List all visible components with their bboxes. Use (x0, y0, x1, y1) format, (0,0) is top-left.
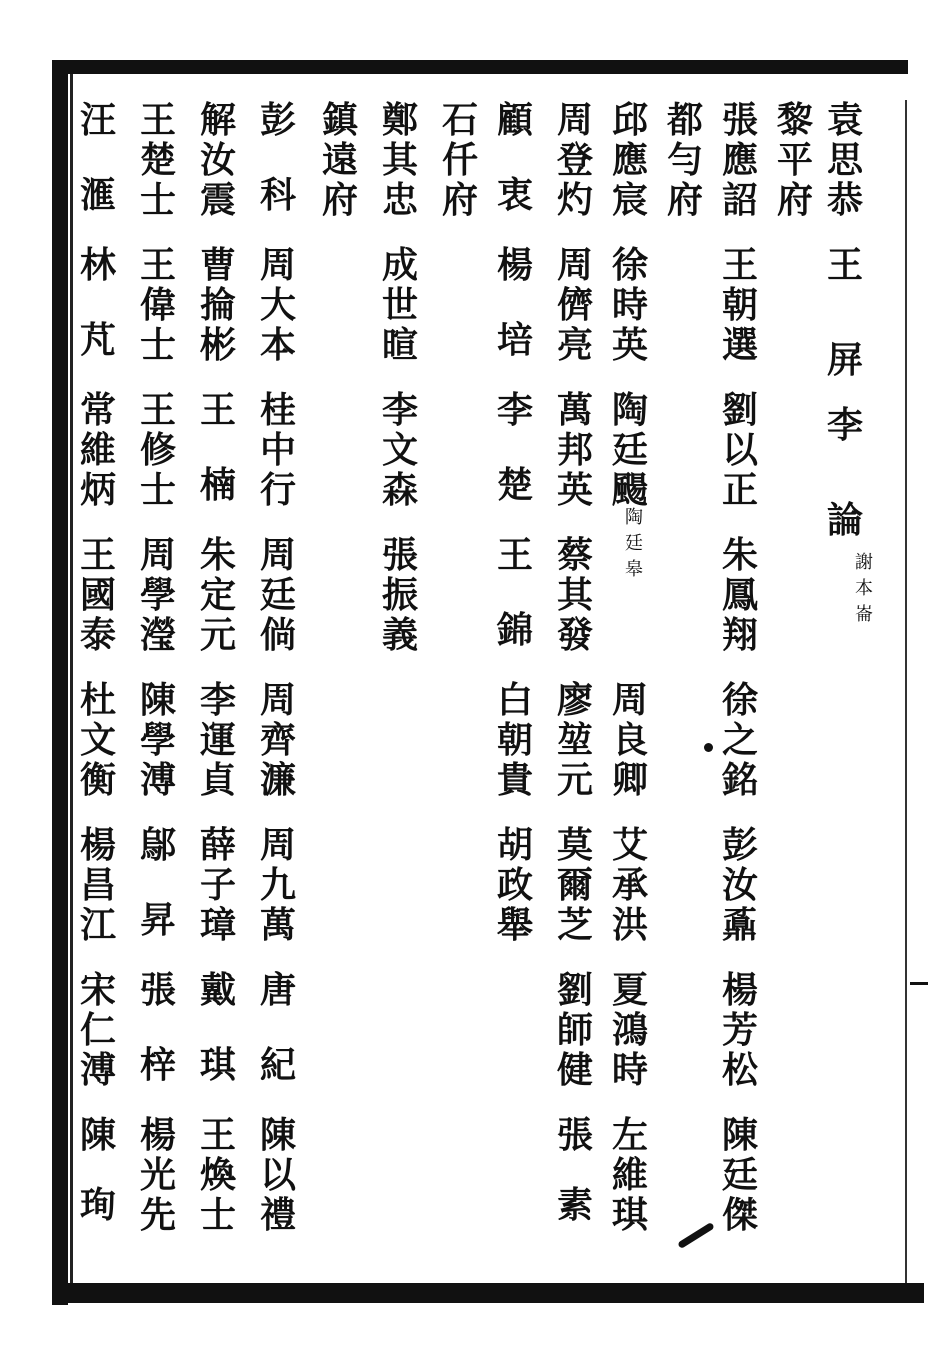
name-entry: 王 國 泰 (79, 534, 116, 656)
name-entry: 鄭 其 忠 (381, 99, 418, 221)
name-entry: 汪 (79, 99, 116, 141)
name-entry: 論 (826, 499, 863, 541)
name-entry: 白 朝 貴 (496, 679, 533, 801)
name-entry: 王 煥 士 (199, 1114, 236, 1236)
name-entry: 張 應 詔 (721, 99, 758, 221)
name-entry: 滙 (79, 174, 116, 216)
page-border-bottom (52, 1283, 924, 1303)
name-entry: 王 偉 士 (139, 244, 176, 366)
name-entry: 陳 以 禮 (259, 1114, 296, 1236)
name-entry: 鄔 (139, 824, 176, 866)
name-entry: 李 文 森 (381, 389, 418, 511)
name-entry: 王 朝 選 (721, 244, 758, 366)
name-entry: 艾 承 洪 (611, 824, 648, 946)
name-entry: 周 學 瀅 (139, 534, 176, 656)
name-entry: 桂 中 行 (259, 389, 296, 511)
name-entry: 宋 仁 溥 (79, 969, 116, 1091)
name-entry: 周 九 萬 (259, 824, 296, 946)
name-entry: 陳 廷 傑 (721, 1114, 758, 1236)
name-entry: 王 修 士 (139, 389, 176, 511)
annotation-note: 陶 廷 皋 (625, 507, 643, 580)
name-entry: 陳 (79, 1114, 116, 1156)
name-entry: 楊 (496, 244, 533, 286)
page-border-left (52, 60, 68, 1305)
name-entry: 李 運 貞 (199, 679, 236, 801)
name-entry: 錦 (496, 609, 533, 651)
name-entry: 黎 平 府 (776, 99, 813, 221)
name-entry: 鎮 遠 府 (321, 99, 358, 221)
name-entry: 徐 之 銘 (721, 679, 758, 801)
ink-stroke-mark (677, 1222, 715, 1249)
name-entry: 徐 時 英 (611, 244, 648, 366)
name-entry: 楊 芳 松 (721, 969, 758, 1091)
name-entry: 芃 (79, 319, 116, 361)
name-entry: 珣 (79, 1184, 116, 1226)
name-entry: 胡 政 舉 (496, 824, 533, 946)
name-entry: 袁 思 恭 (826, 99, 863, 221)
name-entry: 朱 鳳 翔 (721, 534, 758, 656)
name-entry: 蔡 其 發 (556, 534, 593, 656)
name-entry: 周 大 本 (259, 244, 296, 366)
name-entry: 周 齊 濂 (259, 679, 296, 801)
name-entry: 劉 師 健 (556, 969, 593, 1091)
annotation-note: 謝 本 崙 (855, 552, 873, 625)
name-entry: 周 儕 亮 (556, 244, 593, 366)
name-entry: 邱 應 宸 (611, 99, 648, 221)
name-entry: 昇 (139, 899, 176, 941)
name-entry: 王 楚 士 (139, 99, 176, 221)
name-entry: 紀 (259, 1044, 296, 1086)
name-entry: 林 (79, 244, 116, 286)
name-entry: 萬 邦 英 (556, 389, 593, 511)
name-entry: 衷 (496, 174, 533, 216)
name-entry: 張 (139, 969, 176, 1011)
name-entry: 李 (496, 389, 533, 431)
name-entry: 張 (556, 1114, 593, 1156)
page-border-right (905, 100, 907, 1283)
name-entry: 楚 (496, 464, 533, 506)
name-entry: 莫 爾 芝 (556, 824, 593, 946)
name-entry: 梓 (139, 1044, 176, 1086)
name-entry: 夏 鴻 時 (611, 969, 648, 1091)
name-entry: 周 廷 倘 (259, 534, 296, 656)
name-entry: 都 勻 府 (666, 99, 703, 221)
name-entry: 石 仟 府 (441, 99, 478, 221)
name-entry: 常 維 炳 (79, 389, 116, 511)
name-entry: 李 (826, 404, 863, 446)
name-entry: 成 世 暄 (381, 244, 418, 366)
name-entry: 王 (496, 534, 533, 576)
name-entry: 左 維 琪 (611, 1114, 648, 1236)
name-entry: 周 良 卿 (611, 679, 648, 801)
page-border-top (52, 60, 908, 74)
name-entry: 楊 光 先 (139, 1114, 176, 1236)
name-entry: 培 (496, 319, 533, 361)
name-entry: 張 振 義 (381, 534, 418, 656)
name-entry: 王 (199, 389, 236, 431)
name-entry: 屏 (826, 339, 863, 381)
name-entry: 唐 (259, 969, 296, 1011)
name-entry: 曹 掄 彬 (199, 244, 236, 366)
name-entry: 廖 堃 元 (556, 679, 593, 801)
name-entry: 周 登 灼 (556, 99, 593, 221)
name-entry: 劉 以 正 (721, 389, 758, 511)
name-entry: 科 (259, 174, 296, 216)
name-entry: 杜 文 衡 (79, 679, 116, 801)
name-entry: 楊 昌 江 (79, 824, 116, 946)
name-entry: 戴 (199, 969, 236, 1011)
name-entry: 解 汝 震 (199, 99, 236, 221)
name-entry: 彭 (259, 99, 296, 141)
name-entry: 陶 廷 颺 (611, 389, 648, 511)
ink-dot-mark (704, 743, 713, 752)
name-entry: 素 (556, 1184, 593, 1226)
name-entry: 朱 定 元 (199, 534, 236, 656)
name-entry: 彭 汝 鼒 (721, 824, 758, 946)
margin-tick-mark (910, 982, 928, 985)
name-entry: 王 (826, 244, 863, 286)
name-entry: 薛 子 璋 (199, 824, 236, 946)
name-entry: 楠 (199, 464, 236, 506)
name-entry: 陳 學 溥 (139, 679, 176, 801)
name-entry: 顧 (496, 99, 533, 141)
name-entry: 琪 (199, 1044, 236, 1086)
